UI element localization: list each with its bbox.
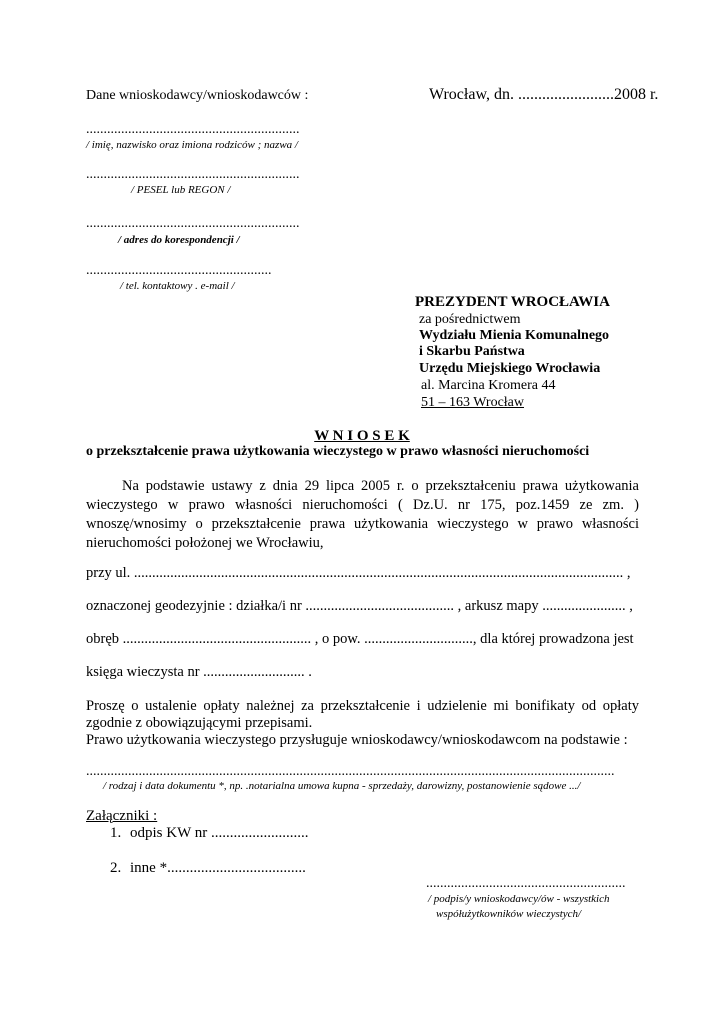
- pesel-field-dots: .............................................................: [86, 167, 300, 182]
- phone-field-caption: / tel. kontaktowy . e-mail /: [120, 280, 235, 292]
- legal-basis-caption: / rodzaj i data dokumentu *, np. .notarialna umowa kupna - sprzedaży, darowizny, postanowienie sądowe .../: [103, 780, 581, 792]
- signature-caption-1: / podpis/y wnioskodawcy/ów - wszystkich: [428, 893, 610, 905]
- pesel-field-caption: / PESEL lub REGON /: [131, 184, 231, 196]
- phone-field-dots: .....................................................: [86, 263, 272, 278]
- addressee-city: 51 – 163 Wrocław: [421, 395, 524, 410]
- document-subtitle: o przekształcenie prawa użytkowania wieczystego w prawo własności nieruchomości: [86, 444, 590, 459]
- name-field-caption: / imię, nazwisko oraz imiona rodziców ; nazwa /: [86, 139, 298, 151]
- request-line-2: zgodnie z obowiązującymi przepisami.: [86, 715, 313, 731]
- plot-field: oznaczonej geodezyjnie : działka/i nr ......................................... , arkusz mapy ....................... ,: [86, 598, 633, 614]
- street-field: przy ul. ....................................................................................................................................... ,: [86, 565, 631, 581]
- signature-caption-2: współużytkowników wieczystych/: [436, 908, 582, 920]
- precinct-field: obręb .................................................... , o pow. .............................., dla której prowadzona jest: [86, 631, 634, 647]
- document-title: W N I O S E K: [314, 428, 410, 444]
- attachment-2-text: inne *.....................................: [130, 860, 306, 876]
- addressee-dept-1: Wydziału Mienia Komunalnego: [419, 328, 610, 343]
- addressee-street: al. Marcina Kromera 44: [421, 378, 556, 393]
- attachments-label: Załączniki :: [86, 808, 158, 824]
- legal-basis-dots: .......................................................................................................................................................: [86, 764, 615, 779]
- place-date: Wrocław, dn. ........................2008 r.: [429, 86, 659, 103]
- attachment-1-number: 1.: [110, 825, 122, 841]
- signature-dots: .........................................................: [426, 876, 626, 891]
- attachment-1-text: odpis KW nr ..........................: [130, 825, 309, 841]
- attachment-2-number: 2.: [110, 860, 122, 876]
- name-field-dots: .............................................................: [86, 122, 300, 137]
- request-line-3: Prawo użytkowania wieczystego przysługuje wnioskodawcy/wnioskodawcom na podstawie :: [86, 732, 628, 748]
- intro-line-1: Na podstawie ustawy z dnia 29 lipca 2005 r. o przekształceniu prawa użytkowania: [122, 478, 639, 494]
- land-register-field: księga wieczysta nr ............................ .: [86, 664, 312, 680]
- addressee-via: za pośrednictwem: [419, 312, 521, 327]
- addressee-dept-3: Urzędu Miejskiego Wrocławia: [419, 361, 601, 376]
- applicant-data-label: Dane wnioskodawcy/wnioskodawców :: [86, 88, 309, 103]
- intro-line-3: wnoszę/wnosimy o przekształcenie prawa użytkowania wieczystego w prawo własności: [86, 516, 639, 532]
- intro-line-4: nieruchomości położonej we Wrocławiu,: [86, 535, 324, 551]
- addressee-dept-2: i Skarbu Państwa: [419, 344, 525, 359]
- addressee-title: PREZYDENT WROCŁAWIA: [415, 294, 610, 310]
- address-field-caption: / adres do korespondencji /: [118, 234, 240, 246]
- request-line-1: Proszę o ustalenie opłaty należnej za przekształcenie i udzielenie mi bonifikaty od opłaty: [86, 698, 639, 714]
- intro-line-2: wieczystego w prawo własności nieruchomości ( Dz.U. nr 175, poz.1459 ze zm. ): [86, 497, 639, 513]
- address-field-dots: .............................................................: [86, 216, 300, 231]
